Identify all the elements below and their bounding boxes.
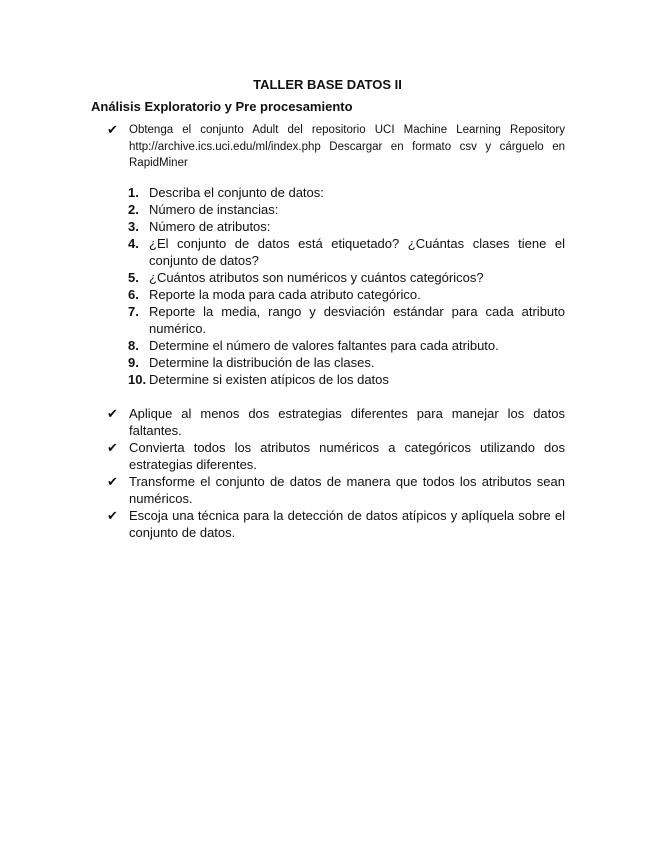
- section-heading: Análisis Exploratorio y Pre procesamiento: [91, 99, 353, 114]
- question-number: 6.: [128, 287, 139, 302]
- question-number: 7.: [128, 304, 139, 319]
- task-check-item: [107, 405, 565, 439]
- question-text: Determine si existen atípicos de los datos: [149, 372, 389, 387]
- question-item: [128, 354, 565, 371]
- question-text: Número de instancias:: [149, 202, 279, 217]
- question-item: [128, 371, 565, 388]
- question-number: 3.: [128, 219, 139, 234]
- question-number: 9.: [128, 355, 139, 370]
- question-text: Reporte la moda para cada atributo categórico.: [149, 287, 421, 302]
- task-check-item: [107, 507, 565, 541]
- checkmark-icon: ✔: [107, 440, 118, 455]
- question-number: 2.: [128, 202, 139, 217]
- question-text: Describa el conjunto de datos:: [149, 185, 324, 200]
- question-number: 1.: [128, 185, 139, 200]
- question-text: Reporte la media, rango y desviación estándar para cada atributo numérico.: [149, 304, 565, 336]
- checkmark-icon: ✔: [107, 122, 118, 137]
- intro-item-text: Obtenga el conjunto Adult del repositorio UCI Machine Learning Repository http://archive.ics.uci.edu/ml/index.php Descargar en formato csv y cárguelo en RapidMiner: [129, 124, 565, 169]
- task-check-item: [107, 439, 565, 473]
- question-number: 8.: [128, 338, 139, 353]
- checkmark-icon: ✔: [107, 406, 118, 421]
- document-title: TALLER BASE DATOS II: [253, 77, 402, 92]
- task-text: Convierta todos los atributos numéricos a categóricos utilizando dos estrategias diferentes.: [129, 440, 565, 472]
- question-text: ¿Cuántos atributos son numéricos y cuántos categóricos?: [149, 270, 484, 285]
- question-item: [128, 235, 565, 269]
- question-text: Número de atributos:: [149, 219, 271, 234]
- task-text: Escoja una técnica para la detección de datos atípicos y aplíquela sobre el conjunto de datos.: [129, 508, 565, 540]
- task-text: Aplique al menos dos estrategias diferentes para manejar los datos faltantes.: [129, 406, 565, 438]
- question-item: [128, 218, 565, 235]
- intro-check-item: [107, 122, 565, 172]
- question-item: [128, 337, 565, 354]
- question-text: ¿El conjunto de datos está etiquetado? ¿Cuántas clases tiene el conjunto de datos?: [149, 236, 565, 268]
- checkmark-icon: ✔: [107, 474, 118, 489]
- task-text: Transforme el conjunto de datos de manera que todos los atributos sean numéricos.: [129, 474, 565, 506]
- question-item: [128, 303, 565, 337]
- question-number: 4.: [128, 236, 139, 251]
- question-number: 10.: [128, 372, 147, 387]
- question-number: 5.: [128, 270, 139, 285]
- question-item: [128, 286, 565, 303]
- question-text: Determine el número de valores faltantes para cada atributo.: [149, 338, 499, 353]
- question-item: [128, 269, 565, 286]
- question-text: Determine la distribución de las clases.: [149, 355, 375, 370]
- question-item: [128, 184, 565, 201]
- question-item: [128, 201, 565, 218]
- task-check-item: [107, 473, 565, 507]
- checkmark-icon: ✔: [107, 508, 118, 523]
- questions-list: [128, 184, 565, 388]
